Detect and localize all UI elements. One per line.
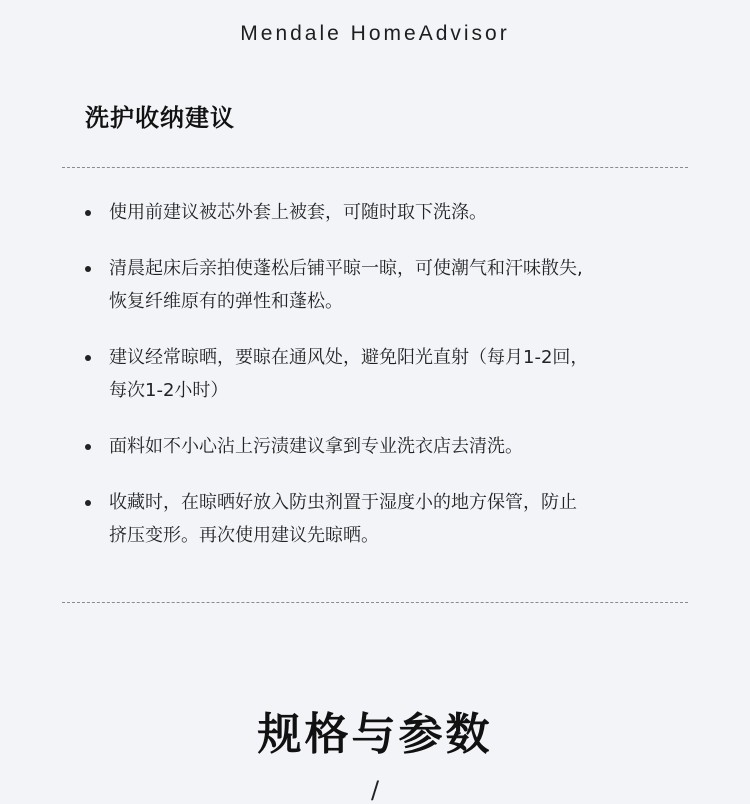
list-item [80,486,700,552]
list-item-text: 收藏时，在晾晒好放入防虫剂置于湿度小的地方保管，防止 [109,492,577,513]
bullet-icon [85,210,91,216]
list-item [80,430,700,463]
list-item-text: 使用前建议被芯外套上被套，可随时取下洗涤。 [109,202,487,223]
list-item-text: 建议经常晾晒，要晾在通风处，避免阳光直射（每月1-2回， [109,347,589,368]
bullet-icon [85,444,91,450]
brand-header: Mendale HomeAdvisor [240,22,510,45]
list-item-text: 挤压变形。再次使用建议先晾晒。 [109,525,379,546]
list-item-text: 面料如不小心沾上污渍建议拿到专业洗衣店去清洗。 [109,436,523,457]
list-item [80,196,700,229]
list-item-text: 恢复纤维原有的弹性和蓬松。 [109,291,343,312]
list-item-text: 清晨起床后亲拍使蓬松后铺平晾一晾，可使潮气和汗味散失, [109,258,583,279]
care-tips-list [80,196,700,575]
top-divider [62,167,688,168]
list-item [80,252,700,318]
spec-section-title: 规格与参数 [257,709,493,760]
list-item [80,341,700,407]
bullet-icon [85,266,91,272]
bullet-icon [85,500,91,506]
list-item-text: 每次1-2小时） [109,380,229,401]
slash-decoration: / [370,776,380,804]
bottom-divider [62,602,688,603]
care-section-title: 洗护收纳建议 [85,104,235,132]
bullet-icon [85,355,91,361]
